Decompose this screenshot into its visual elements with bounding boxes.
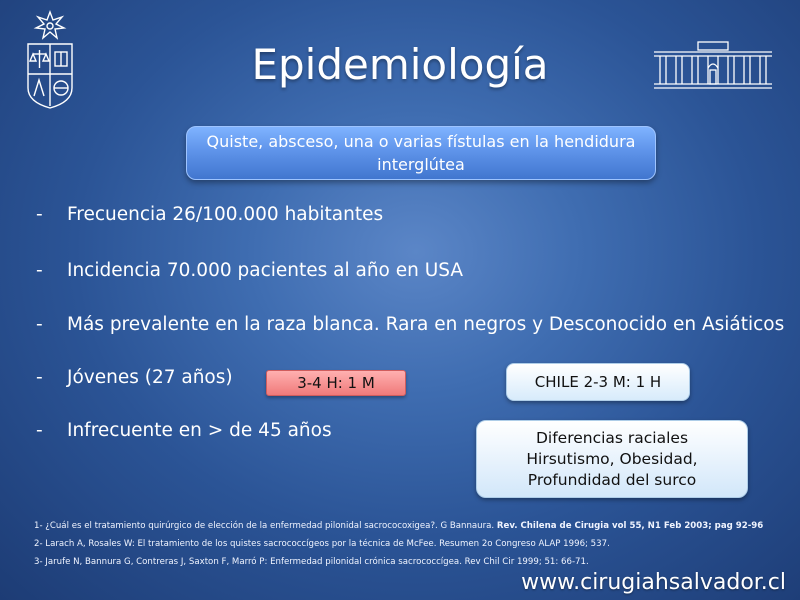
- bullet-marker: -: [36, 420, 43, 441]
- chile-ratio-badge: CHILE 2-3 M: 1 H: [506, 363, 690, 401]
- bullet-marker: -: [36, 314, 43, 335]
- definition-box: Quiste, absceso, una o varias fístulas en la hendidura interglútea: [186, 126, 656, 180]
- reference-item: [34, 520, 774, 533]
- reference-text: 1- ¿Cuál es el tratamiento quirúrgico de elección de la enfermedad pilonidal sacrococoxigea?. G Bannaura.: [34, 521, 497, 531]
- bullet-text: Más prevalente en la raza blanca. Rara en negros y Desconocido en Asiáticos: [67, 314, 785, 335]
- bullet-marker: -: [36, 260, 43, 281]
- sex-ratio-badge: 3-4 H: 1 M: [266, 370, 406, 396]
- differences-line: Diferencias raciales: [535, 428, 689, 447]
- bullet-text: Jóvenes (27 años): [67, 367, 233, 388]
- slide-title: Epidemiología: [251, 40, 549, 89]
- website-url[interactable]: www.cirugiahsalvador.cl: [521, 570, 786, 595]
- bullet-marker: -: [36, 204, 43, 225]
- bullet-text: Infrecuente en > de 45 años: [67, 420, 332, 441]
- differences-box: [476, 420, 748, 498]
- reference-text: 2- Larach A, Rosales W: El tratamiento de los quistes sacrococcígeos por la técnica de McFee. Resumen 2o Congreso ALAP 1996; 537.: [34, 539, 610, 549]
- reference-text: 3- Jarufe N, Bannura G, Contreras J, Saxton F, Marró P: Enfermedad pilonidal crónica sacrococcígea. Rev Chil Cir 1999; 51: 66-71.: [34, 557, 589, 567]
- bullet-text: Frecuencia 26/100.000 habitantes: [67, 204, 384, 225]
- references: [34, 520, 774, 574]
- differences-line: Profundidad del surco: [527, 470, 697, 489]
- reference-item: [34, 556, 774, 569]
- differences-line: Hirsutismo, Obesidad,: [526, 449, 698, 468]
- bullet-marker: -: [36, 367, 43, 388]
- bullet-text: Incidencia 70.000 pacientes al año en USA: [67, 260, 464, 281]
- reference-item: [34, 538, 774, 551]
- reference-journal: Rev. Chilena de Cirugia vol 55, N1 Feb 2003; pag 92-96: [496, 521, 764, 531]
